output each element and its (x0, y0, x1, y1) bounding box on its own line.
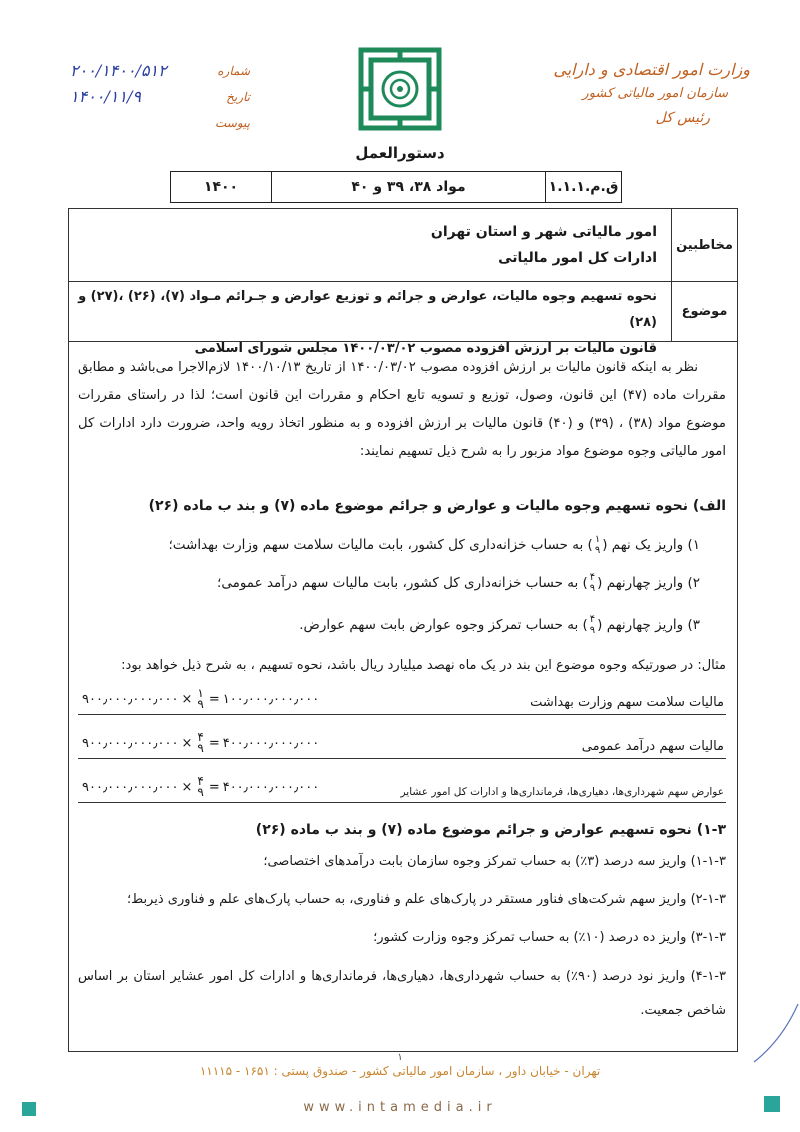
reference-articles: مواد ۳۸، ۳۹ و ۴۰ (271, 172, 545, 202)
item-suffix: به حساب خزانه‌داری کل کشور، بابت مالیات سهم درآمد عمومی؛ (217, 575, 579, 591)
item-number: ۱) (687, 537, 700, 553)
section-a-item: ۲) واریز چهارنهم ( ۴ ۹ ) به حساب خزانه‌داری کل کشور، بابت مالیات سهم درآمد عمومی؛ (217, 572, 700, 594)
calculation-row (78, 772, 726, 803)
fraction-denominator: ۹ (197, 697, 204, 711)
section-a-item: ۱) واریز یک نهم ( ۱ ۹ ) به حساب خزانه‌داری کل کشور، بابت مالیات سلامت سهم وزارت بهداشت؛ (168, 534, 700, 556)
section-a-item: ۳) واریز چهارنهم ( ۴ ۹ ) به حساب تمرکز وجوه عوارض بابت سهم عوارض. (299, 614, 700, 636)
calc-result: ۱۰۰٫۰۰۰٫۰۰۰٫۰۰۰ (222, 691, 320, 707)
signatory-title: رئیس کل (655, 110, 710, 126)
fraction-denominator: ۹ (589, 625, 596, 636)
reference-code: ق.م.۱.۱.۱ (545, 172, 621, 202)
number-value: ۲۰۰/۱۴۰۰/۵۱۲ (70, 61, 167, 80)
section-a-heading: الف) نحوه تسهیم وجوه مالیات و عوارض و جرائم موضوع ماده (۷) و بند ب ماده (۲۶) (148, 498, 726, 514)
fraction (197, 732, 203, 754)
tax-organization-logo (357, 46, 443, 132)
document-type-title: دستورالعمل (355, 144, 445, 162)
date-label: تاریخ (226, 90, 250, 104)
ministry-name: وزارت امور اقتصادی و دارایی (553, 60, 750, 79)
calculation-label: عوارض سهم شهرداری‌ها، دهیاری‌ها، فرمانداری‌ها و ادارات کل امور عشایر (400, 786, 724, 798)
fraction-denominator: ۹ (594, 545, 601, 556)
calc-total: ۹۰۰٫۰۰۰٫۰۰۰٫۰۰۰ (82, 779, 179, 795)
footer-square-left (22, 1102, 36, 1116)
attachment-label: پیوست (215, 116, 250, 130)
footer-website: www.intamedia.ir (303, 1100, 497, 1115)
organization-name: سازمان امور مالیاتی کشور (582, 86, 728, 101)
item-prefix: واریز چهارنهم (606, 617, 684, 633)
calculation-row (78, 684, 726, 715)
date-value: ۱۴۰۰/۱۱/۹ (70, 87, 141, 106)
fraction-numerator: ۴ (589, 572, 596, 583)
ministry-header (553, 58, 750, 130)
fraction-numerator: ۱ (594, 534, 601, 545)
section-a1-item: ۳-۱-۳) واریز ده درصد (۱۰٪) به حساب تمرکز وجوه وزارت کشور؛ (373, 930, 726, 945)
fraction-numerator: ۱ (197, 686, 204, 700)
item-number: ۲) (687, 575, 700, 591)
letter-date-row (70, 84, 250, 110)
fraction-denominator: ۹ (197, 741, 204, 755)
reference-bar (170, 171, 622, 203)
subject-value (69, 284, 657, 362)
calc-total: ۹۰۰٫۰۰۰٫۰۰۰٫۰۰۰ (82, 735, 179, 751)
calculation-formula (82, 732, 319, 754)
item-suffix: به حساب تمرکز وجوه عوارض بابت سهم عوارض. (299, 617, 579, 633)
page-number: ۱ (397, 1052, 403, 1063)
letter-number-block (70, 58, 250, 137)
fraction-denominator: ۹ (589, 583, 596, 594)
calc-times: × (181, 779, 193, 795)
section-a1-item: ۴-۱-۳) واریز نود درصد (۹۰٪) به حساب شهرداری‌ها، دهیاری‌ها، فرمانداری‌ها و ادارات کل امور عشایر استان بر اساس شاخص جمعیت. (78, 969, 726, 1018)
calculation-formula (82, 776, 319, 798)
section-a1-item: ۲-۱-۳) واریز سهم شرکت‌های فناور مستقر در پارک‌های علم و فناوری، به حساب پارک‌های علم و فناوری ذیربط؛ (126, 892, 726, 907)
fraction-numerator: ۴ (197, 774, 204, 788)
addressee-2: ادارات کل امور مالیاتی (498, 250, 657, 266)
calc-result: ۴۰۰٫۰۰۰٫۰۰۰٫۰۰۰ (222, 779, 320, 795)
fraction-numerator: ۴ (197, 730, 204, 744)
calc-times: × (181, 735, 193, 751)
number-label: شماره (217, 64, 250, 78)
section-a1-item: ۱-۱-۳) واریز سه درصد (۳٪) به حساب تمرکز وجوه سازمان بابت درآمدهای اختصاصی؛ (263, 854, 726, 869)
addressees-value (431, 219, 657, 271)
item-prefix: واریز یک نهم (611, 537, 684, 553)
intro-paragraph: نظر به اینکه قانون مالیات بر ارزش افزوده مصوب ۱۴۰۰/۰۳/۰۲ از تاریخ ۱۴۰۰/۱۰/۱۳ لازم‌الاجرا می‌باشد و مطابق مقررات ماده (۴۷) این قانون، وصول، توزیع و تسویه تابع احکام و مقررات این قانون است؛ لذا در راستای مقررات موضوع مواد (۳۸) ، (۳۹) و (۴۰) قانون مالیات بر ارزش افزوده و به منظور اتخاذ رویه واحد، ضرورت دارد ادارات کل امور مالیاتی وجوه موضوع مواد مزبور را به شرح ذیل تسهیم نمایند: (78, 360, 726, 459)
fraction (595, 534, 600, 556)
calc-total: ۹۰۰٫۰۰۰٫۰۰۰٫۰۰۰ (82, 691, 179, 707)
calc-equals: = (208, 735, 220, 751)
calculation-label: مالیات سهم درآمد عمومی (581, 739, 724, 754)
calc-times: × (181, 691, 193, 707)
calculation-row (78, 728, 726, 759)
addressee-1: امور مالیاتی شهر و استان تهران (430, 224, 657, 240)
fraction (197, 688, 203, 710)
item-suffix: به حساب خزانه‌داری کل کشور، بابت مالیات سلامت سهم وزارت بهداشت؛ (168, 537, 584, 553)
calculation-formula (82, 688, 319, 710)
fraction (590, 572, 595, 594)
letter-number-row (70, 58, 250, 84)
attachment-row (70, 110, 250, 137)
reference-year: ۱۴۰۰ (203, 179, 239, 195)
fraction (197, 776, 203, 798)
fraction-numerator: ۴ (589, 614, 596, 625)
fraction (590, 614, 595, 636)
subject-row (69, 281, 737, 356)
item-number: ۳) (687, 617, 700, 633)
calc-equals: = (208, 779, 220, 795)
example-text: مثال: در صورتیکه وجوه موضوع این بند در یک ماه نهصد میلیارد ریال باشد، نحوه تسهیم ، به شرح ذیل خواهد بود: (121, 658, 726, 673)
calculation-label: مالیات سلامت سهم وزارت بهداشت (530, 695, 724, 710)
addressees-row (69, 209, 737, 282)
subject-line-2: قانون مالیات بر ارزش افزوده مصوب ۱۴۰۰/۰۳/۰۲ مجلس شورای اسلامی (194, 341, 657, 356)
item-prefix: واریز چهارنهم (606, 575, 684, 591)
calc-result: ۴۰۰٫۰۰۰٫۰۰۰٫۰۰۰ (222, 735, 320, 751)
subject-label: موضوع (671, 281, 737, 341)
calc-equals: = (208, 691, 220, 707)
fraction-denominator: ۹ (197, 785, 204, 799)
footer-address: تهران - خیابان داور ، سازمان امور مالیاتی کشور - صندوق پستی : ۱۶۵۱ - ۱۱۱۱۵ (199, 1064, 601, 1078)
footer-square-right (764, 1096, 780, 1112)
section-a1-heading: ۱-۳) نحوه تسهیم عوارض و جرائم موضوع ماده (۷) و بند ب ماده (۲۶) (255, 822, 726, 838)
addressees-label: مخاطبین (671, 209, 737, 281)
subject-line-1: نحوه تسهیم وجوه مالیات، عوارض و جرائم و توزیع عوارض و جـرائم مـواد (۷)، (۲۶) ،(۲۷) و (۲۸) (78, 289, 657, 330)
